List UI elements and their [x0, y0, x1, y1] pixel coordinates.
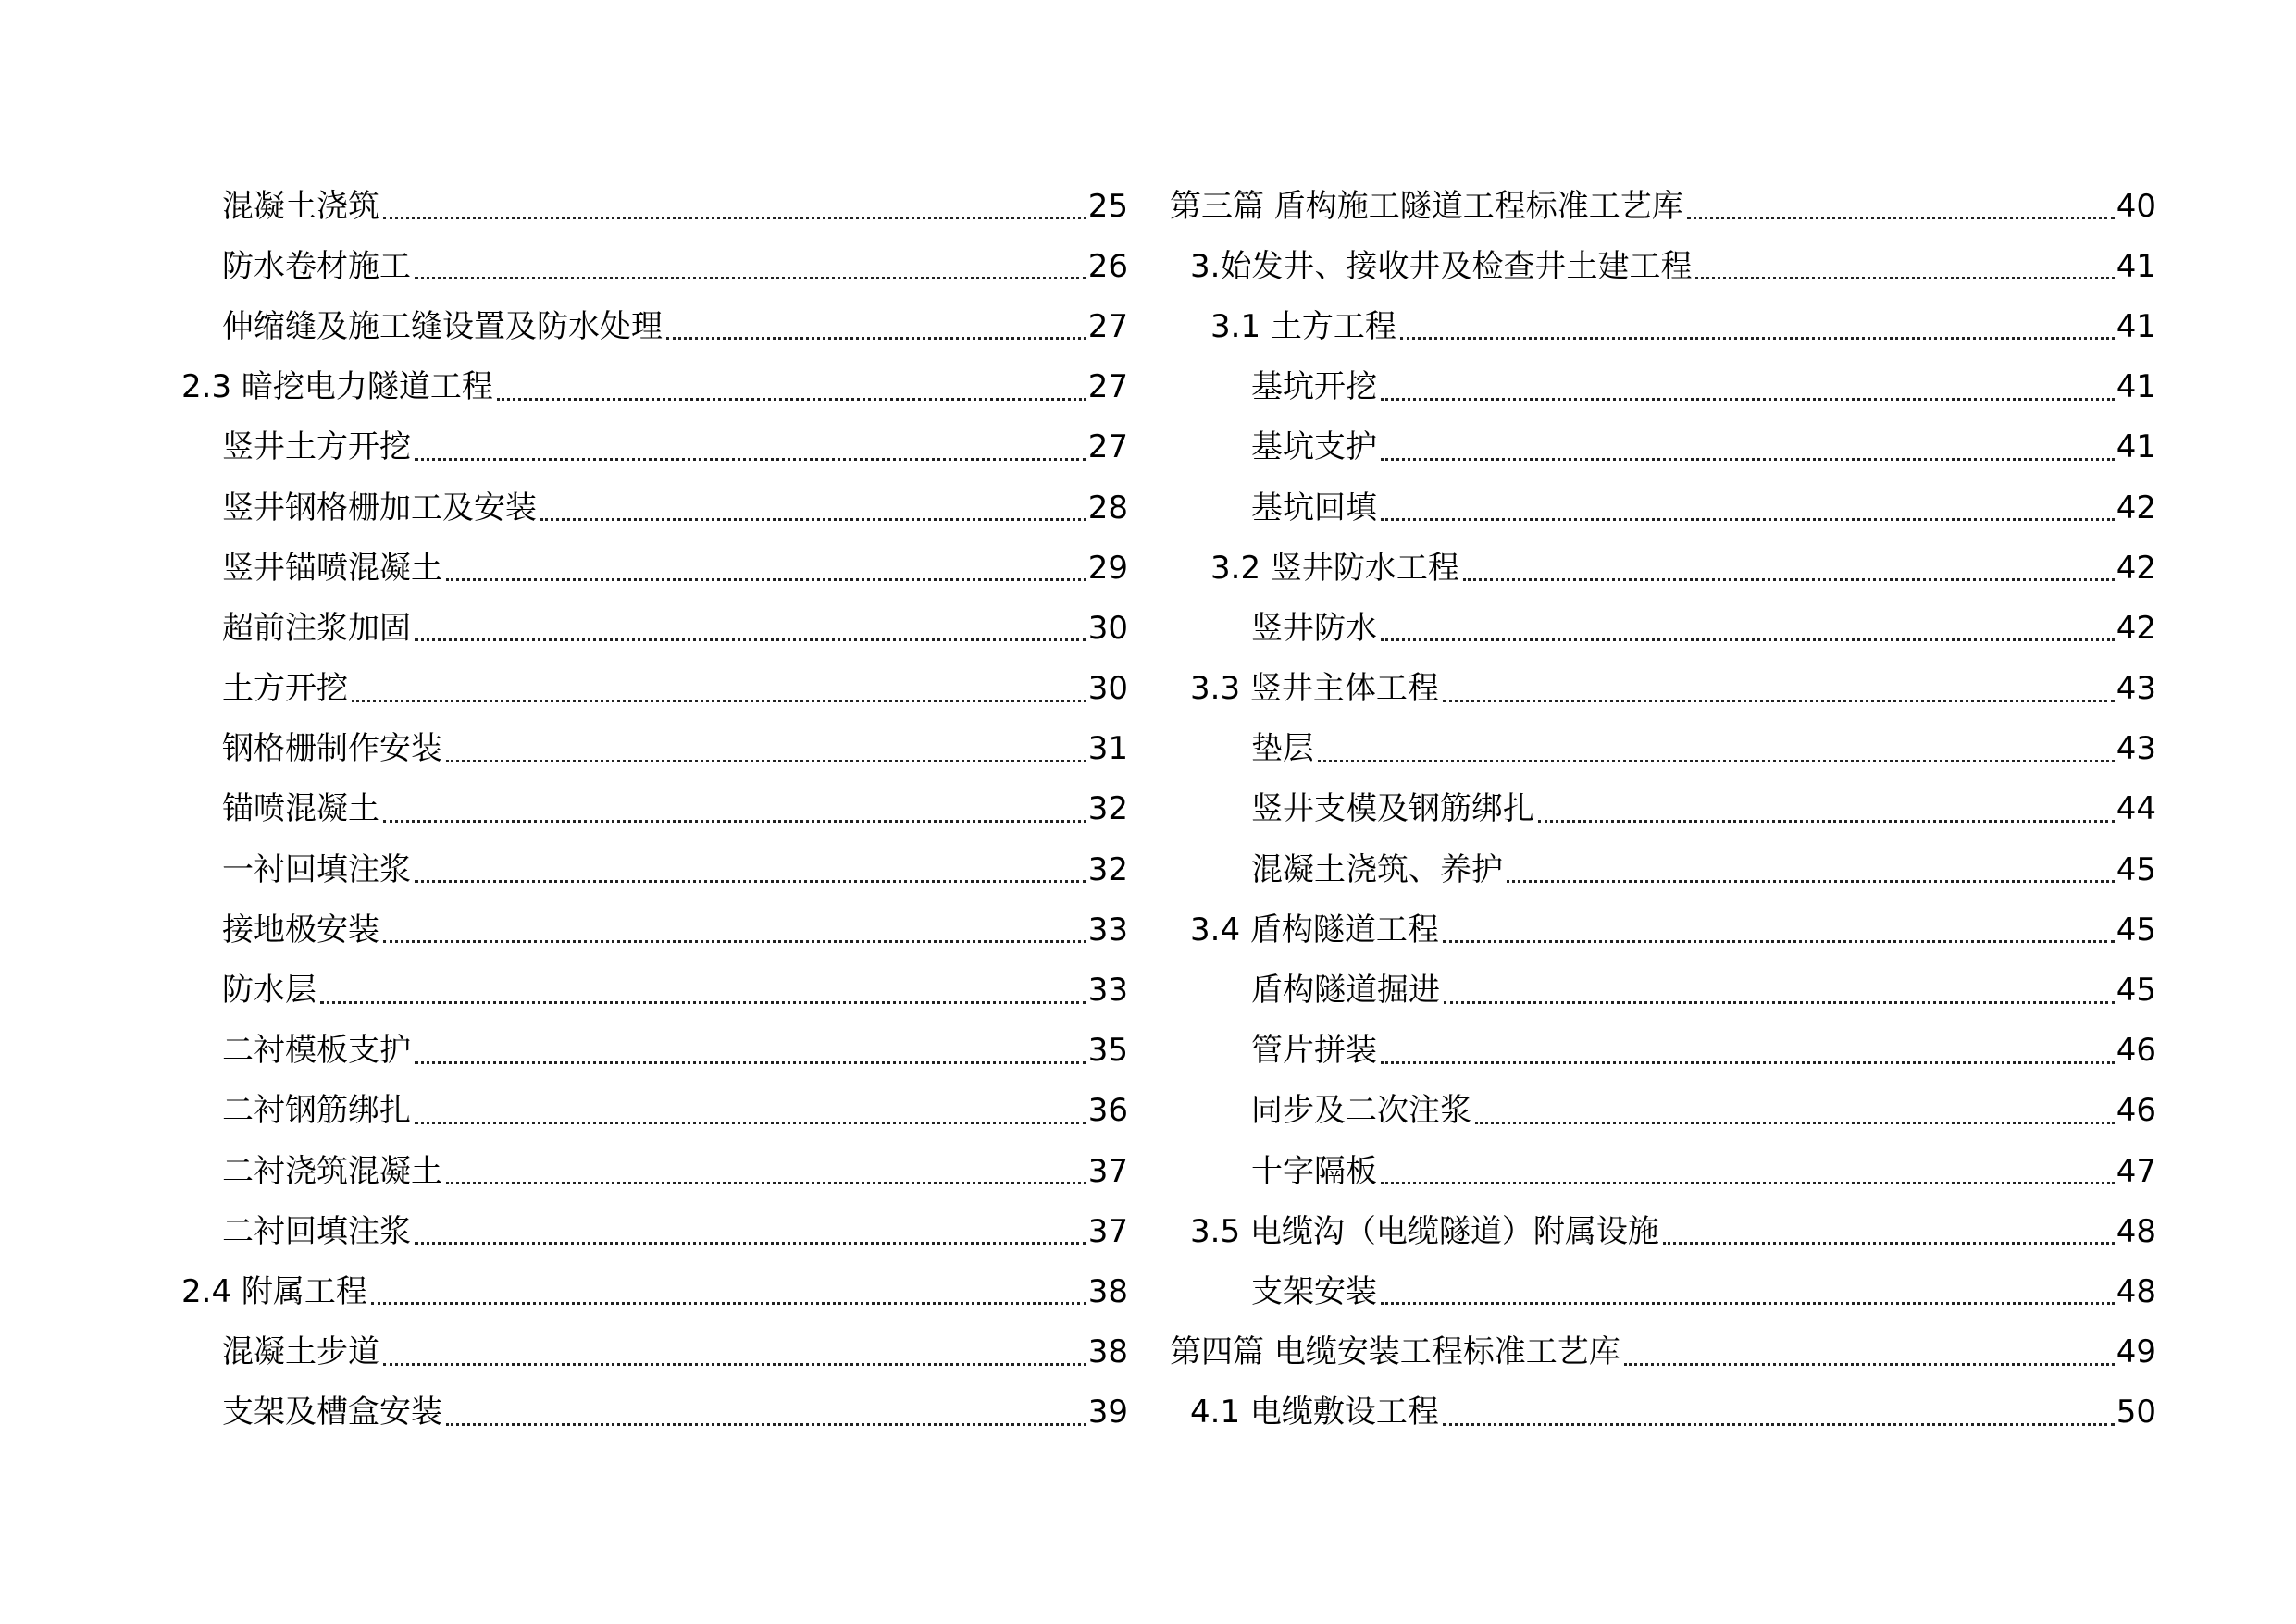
toc-entry[interactable]	[181, 1382, 1128, 1443]
toc-entry-title: 3.始发井、接收井及检查井土建工程	[1190, 247, 1693, 285]
toc-entry[interactable]	[181, 598, 1128, 658]
toc-entry[interactable]	[181, 839, 1128, 899]
toc-entry[interactable]	[181, 1021, 1128, 1081]
toc-entry-page: 45	[2116, 850, 2156, 888]
toc-entry[interactable]	[181, 1201, 1128, 1261]
toc-dot-leader	[415, 638, 1086, 641]
toc-entry-title: 接地极安装	[222, 911, 379, 948]
toc-entry[interactable]	[181, 960, 1128, 1020]
toc-entry-title: 基坑回填	[1251, 489, 1377, 527]
toc-dot-leader	[415, 1242, 1086, 1245]
toc-entry-title: 3.3 竖井主体工程	[1190, 670, 1439, 708]
toc-entry-title: 锚喷混凝土	[222, 790, 379, 828]
toc-entry-title: 二衬回填注浆	[222, 1212, 411, 1250]
toc-entry-title: 竖井土方开挖	[222, 428, 411, 466]
toc-entry[interactable]	[1170, 719, 2156, 779]
toc-entry-title: 钢格栅制作安装	[222, 730, 442, 768]
toc-dot-leader	[1443, 1423, 2115, 1426]
toc-entry-page: 38	[1087, 1272, 1128, 1310]
toc-entry-page: 26	[1087, 247, 1128, 285]
toc-entry-title: 支架安装	[1251, 1272, 1377, 1310]
toc-entry-title: 竖井锚喷混凝土	[222, 549, 442, 587]
toc-entry[interactable]	[181, 538, 1128, 598]
toc-entry-page: 37	[1087, 1152, 1128, 1190]
toc-entry[interactable]	[1170, 1201, 2156, 1261]
toc-entry-title: 3.4 盾构隧道工程	[1190, 911, 1439, 948]
toc-entry[interactable]	[1170, 296, 2156, 356]
toc-dot-leader	[1695, 277, 2114, 279]
toc-entry-title: 混凝土浇筑	[222, 187, 379, 225]
toc-entry[interactable]	[1170, 899, 2156, 960]
toc-entry-title: 防水卷材施工	[222, 247, 411, 285]
toc-entry-page: 38	[1087, 1333, 1128, 1371]
toc-entry-title: 2.3 暗挖电力隧道工程	[181, 368, 493, 406]
toc-entry[interactable]	[1170, 659, 2156, 719]
toc-entry-page: 48	[2116, 1212, 2156, 1250]
toc-entry-page: 41	[2116, 428, 2156, 466]
toc-dot-leader	[446, 760, 1086, 762]
toc-entry[interactable]	[181, 1322, 1128, 1382]
toc-entry-page: 35	[1087, 1032, 1128, 1070]
toc-entry[interactable]	[181, 659, 1128, 719]
toc-dot-leader	[446, 578, 1086, 581]
toc-dot-leader	[320, 1001, 1086, 1004]
toc-entry-title: 管片拼装	[1251, 1032, 1377, 1070]
toc-dot-leader	[415, 277, 1086, 279]
toc-entry[interactable]	[181, 296, 1128, 356]
toc-entry-title: 2.4 附属工程	[181, 1272, 367, 1310]
toc-dot-leader	[1507, 880, 2115, 883]
toc-dot-leader	[446, 1423, 1086, 1426]
toc-entry[interactable]	[181, 176, 1128, 236]
toc-dot-leader	[1381, 458, 2115, 461]
toc-entry-page: 33	[1087, 972, 1128, 1010]
toc-entry-page: 42	[2116, 549, 2156, 587]
toc-entry[interactable]	[1170, 960, 2156, 1020]
toc-entry-page: 41	[2116, 368, 2156, 406]
toc-entry-page: 44	[2116, 790, 2156, 828]
toc-entry-title: 同步及二次注浆	[1251, 1092, 1471, 1130]
toc-dot-leader	[1400, 337, 2115, 340]
toc-entry-title: 支架及槽盒安装	[222, 1394, 442, 1432]
toc-entry-title: 土方开挖	[222, 670, 348, 708]
toc-entry-page: 27	[1087, 428, 1128, 466]
toc-dot-leader	[1538, 820, 2115, 823]
toc-dot-leader	[1475, 1122, 2115, 1124]
toc-entry-page: 47	[2116, 1152, 2156, 1190]
toc-dot-leader	[1381, 638, 2115, 641]
toc-entry-page: 43	[2116, 670, 2156, 708]
toc-entry-page: 40	[2116, 187, 2156, 225]
toc-dot-leader	[383, 940, 1086, 943]
toc-entry[interactable]	[181, 1081, 1128, 1141]
toc-entry[interactable]	[1170, 477, 2156, 538]
toc-entry-page: 48	[2116, 1272, 2156, 1310]
toc-dot-leader	[1318, 760, 2115, 762]
toc-left-column	[181, 176, 1128, 1443]
toc-entry-title: 竖井防水	[1251, 609, 1377, 647]
toc-entry[interactable]	[1170, 598, 2156, 658]
toc-dot-leader	[1463, 578, 2115, 581]
toc-entry-page: 41	[2116, 307, 2156, 345]
toc-entry-page: 42	[2116, 489, 2156, 527]
toc-dot-leader	[540, 518, 1086, 521]
toc-dot-leader	[1663, 1242, 2115, 1245]
toc-dot-leader	[415, 880, 1086, 883]
toc-entry-page: 25	[1087, 187, 1128, 225]
toc-entry-page: 32	[1087, 850, 1128, 888]
toc-dot-leader	[383, 820, 1086, 823]
toc-entry-title: 4.1 电缆敷设工程	[1190, 1394, 1439, 1432]
toc-entry-title: 混凝土步道	[222, 1333, 379, 1371]
toc-entry[interactable]	[1170, 357, 2156, 417]
toc-dot-leader	[1443, 940, 2115, 943]
toc-entry-title: 3.2 竖井防水工程	[1210, 549, 1459, 587]
toc-entry-title: 一衬回填注浆	[222, 850, 411, 888]
toc-right-column	[1170, 176, 2156, 1443]
toc-entry[interactable]	[181, 236, 1128, 296]
toc-entry-title: 基坑开挖	[1251, 368, 1377, 406]
toc-dot-leader	[383, 217, 1086, 219]
toc-dot-leader	[1381, 1061, 2115, 1064]
toc-entry[interactable]	[1170, 1021, 2156, 1081]
toc-dot-leader	[1624, 1363, 2115, 1366]
toc-entry-page: 33	[1087, 911, 1128, 948]
toc-entry[interactable]	[1170, 1382, 2156, 1443]
toc-entry-title: 二衬模板支护	[222, 1032, 411, 1070]
toc-dot-leader	[1381, 398, 2115, 401]
toc-entry-title: 垫层	[1251, 730, 1314, 768]
toc-dot-leader	[352, 700, 1086, 702]
toc-entry-page: 37	[1087, 1212, 1128, 1250]
toc-dot-leader	[415, 1061, 1086, 1064]
toc-entry[interactable]	[1170, 1322, 2156, 1382]
toc-entry-page: 49	[2116, 1333, 2156, 1371]
toc-dot-leader	[446, 1182, 1086, 1184]
toc-dot-leader	[415, 458, 1086, 461]
toc-entry-page: 46	[2116, 1092, 2156, 1130]
toc-dot-leader	[415, 1122, 1086, 1124]
toc-entry-page: 50	[2116, 1394, 2156, 1432]
toc-entry-page: 29	[1087, 549, 1128, 587]
toc-dot-leader	[1381, 1302, 2115, 1305]
toc-entry-title: 伸缩缝及施工缝设置及防水处理	[222, 307, 663, 345]
toc-entry-page: 41	[2116, 247, 2156, 285]
toc-entry-page: 31	[1087, 730, 1128, 768]
toc-entry-page: 39	[1087, 1394, 1128, 1432]
toc-entry-page: 27	[1087, 368, 1128, 406]
toc-entry-title: 3.1 土方工程	[1210, 307, 1396, 345]
toc-entry[interactable]	[181, 779, 1128, 839]
toc-entry[interactable]	[1170, 839, 2156, 899]
toc-entry[interactable]	[1170, 1081, 2156, 1141]
toc-entry-title: 3.5 电缆沟（电缆隧道）附属设施	[1190, 1212, 1659, 1250]
toc-entry[interactable]	[1170, 779, 2156, 839]
toc-entry[interactable]	[1170, 236, 2156, 296]
toc-entry-title: 盾构隧道掘进	[1251, 972, 1440, 1010]
toc-entry-title: 十字隔板	[1251, 1152, 1377, 1190]
toc-dot-leader	[383, 1363, 1086, 1366]
toc-entry-page: 30	[1087, 670, 1128, 708]
toc-entry-title: 竖井支模及钢筋绑扎	[1251, 790, 1534, 828]
toc-entry-title: 第四篇 电缆安装工程标准工艺库	[1170, 1333, 1620, 1371]
toc-entry-title: 第三篇 盾构施工隧道工程标准工艺库	[1170, 187, 1683, 225]
toc-dot-leader	[371, 1302, 1086, 1305]
toc-entry-title: 超前注浆加固	[222, 609, 411, 647]
toc-entry-title: 二衬钢筋绑扎	[222, 1092, 411, 1130]
toc-entry-title: 防水层	[222, 972, 316, 1010]
toc-entry[interactable]	[1170, 176, 2156, 236]
toc-entry-page: 45	[2116, 972, 2156, 1010]
toc-entry[interactable]	[181, 1141, 1128, 1201]
toc-entry[interactable]	[1170, 538, 2156, 598]
toc-dot-leader	[1687, 217, 2115, 219]
toc-entry[interactable]	[1170, 417, 2156, 477]
toc-dot-leader	[1381, 1182, 2115, 1184]
toc-dot-leader	[1443, 700, 2115, 702]
toc-entry-page: 30	[1087, 609, 1128, 647]
toc-entry[interactable]	[181, 899, 1128, 960]
toc-entry-page: 42	[2116, 609, 2156, 647]
toc-entry[interactable]	[181, 357, 1128, 417]
toc-entry-title: 二衬浇筑混凝土	[222, 1152, 442, 1190]
toc-entry[interactable]	[181, 719, 1128, 779]
toc-entry-page: 45	[2116, 911, 2156, 948]
toc-entry-title: 混凝土浇筑、养护	[1251, 850, 1503, 888]
toc-entry-page: 43	[2116, 730, 2156, 768]
toc-entry[interactable]	[1170, 1141, 2156, 1201]
toc-dot-leader	[497, 398, 1086, 401]
toc-entry-page: 36	[1087, 1092, 1128, 1130]
toc-entry-page: 27	[1087, 307, 1128, 345]
toc-entry-page: 28	[1087, 489, 1128, 527]
toc-entry-title: 基坑支护	[1251, 428, 1377, 466]
toc-entry[interactable]	[181, 1261, 1128, 1321]
toc-entry[interactable]	[181, 477, 1128, 538]
toc-entry[interactable]	[181, 417, 1128, 477]
toc-dot-leader	[1444, 1001, 2115, 1004]
toc-entry-page: 46	[2116, 1032, 2156, 1070]
toc-dot-leader	[666, 337, 1086, 340]
toc-entry-title: 竖井钢格栅加工及安装	[222, 489, 537, 527]
toc-entry[interactable]	[1170, 1261, 2156, 1321]
toc-entry-page: 32	[1087, 790, 1128, 828]
toc-dot-leader	[1381, 518, 2115, 521]
